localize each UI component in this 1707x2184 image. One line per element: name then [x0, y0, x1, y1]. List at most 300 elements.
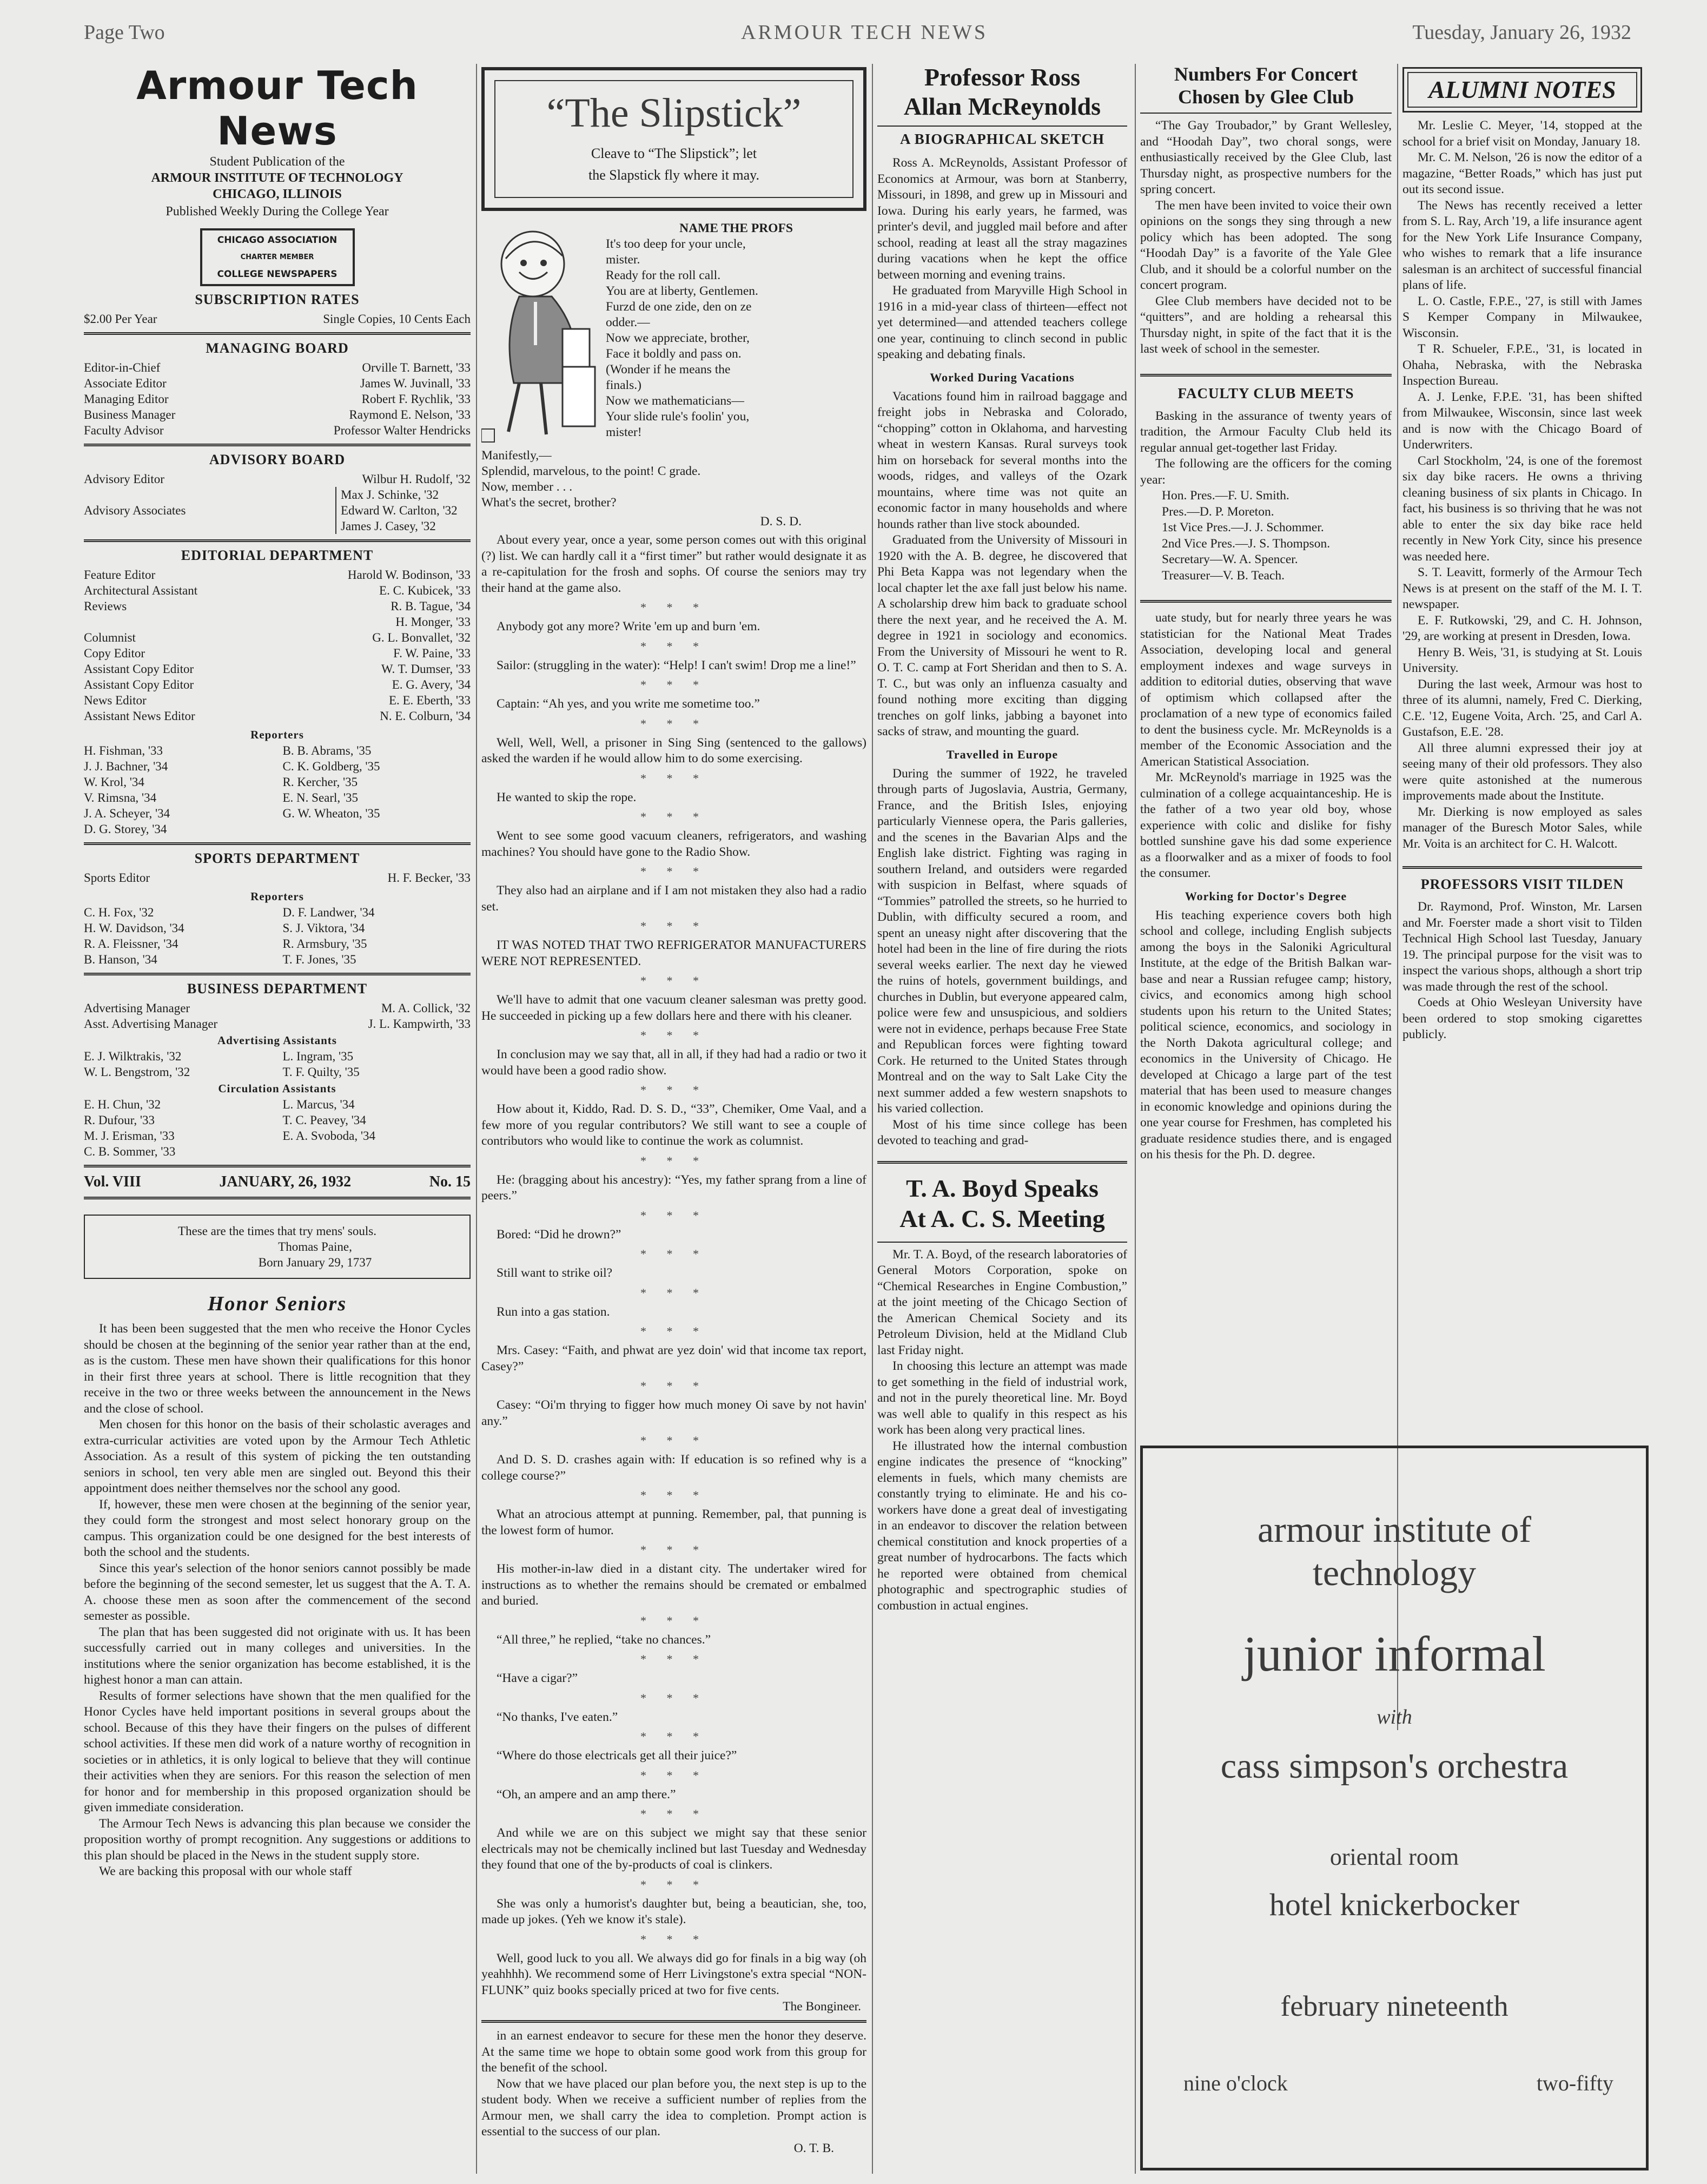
honor-paragraph: It has been been suggested that the men who receive the Honor Cycles should be chosen at the beginning of the senior year rather than at the end, as is the custom. These men have shown their qualifications for this honor in their first three years at school. There is little recognition that they receive in the two or three weeks between the announcement in the News and the close of school.: [84, 1322, 471, 1416]
spacer: [1402, 113, 1642, 118]
staff-role: Faculty Advisor: [84, 424, 164, 437]
ad-institute: armour institute of: [1257, 1509, 1532, 1550]
slipstick-item: About every year, once a year, some person comes out with this original (?) list. We can hardly call it a “first timer” but rather would designate it as a re-capitulation for the frosh and sophs. Of course the seniors may try their hand at the game also.: [481, 533, 866, 595]
boyd-article: [877, 1247, 1127, 1614]
staff-row: [84, 614, 471, 630]
slipstick-item: In conclusion may we say that, all in all, if they had had a radio or two it would have been a good radio show.: [481, 1047, 866, 1078]
staff-name: W. L. Bengstrom, '32: [84, 1065, 190, 1079]
separator-stars: * * *: [640, 771, 707, 785]
staff-role: Advisory Associates: [84, 504, 186, 517]
honor-paragraph: The Armour Tech News is advancing this plan because we consider the proposition worthy of prompt recognition. Any suggestions or additions to this plan should be placed in the News in the student supply store.: [84, 1816, 471, 1863]
column-rule: [476, 64, 477, 2174]
officer-line: 2nd Vice Pres.—J. S. Thompson.: [1162, 536, 1331, 551]
staff-name: Orville T. Barnett, '33: [362, 361, 471, 374]
staff-row: [84, 567, 471, 583]
poem-line: Your slide rule's foolin' you,: [606, 410, 750, 424]
divider: [877, 1242, 1127, 1243]
staff-name: M. J. Erisman, '33: [84, 1129, 175, 1143]
staff-row: [84, 645, 471, 661]
ad-hotel: hotel knickerbocker: [1269, 1887, 1520, 1922]
ad-with: with: [1377, 1706, 1412, 1728]
alumni-note: Carl Stockholm, '24, is one of the foremost six day bike racers. He owns a thriving cleaning business of six plants in Chicago. In fact, his business is so thriving that he was not able to enter the six day bike race held recently in New York City, since his presence was needed here.: [1402, 453, 1642, 564]
column-rule: [872, 64, 873, 2174]
slipstick-column: [481, 61, 866, 2170]
section-subhead: Working for Doctor's Degree: [1185, 889, 1347, 903]
poem-block: [481, 221, 866, 448]
separator-stars: * * *: [640, 1285, 707, 1299]
staff-role: Asst. Advertising Manager: [84, 1017, 218, 1031]
alumni-title: ALUMNI NOTES: [1407, 72, 1637, 108]
staff-name: D. G. Storey, '34: [84, 822, 167, 836]
staff-name: H. Monger, '33: [395, 615, 471, 629]
slipstick-item: Mrs. Casey: “Faith, and phwat are yez doin' wid that income tax report, Casey?”: [481, 1343, 866, 1374]
divider: [1140, 374, 1392, 377]
divider: [84, 973, 471, 975]
separator-stars: * * *: [640, 1652, 707, 1666]
staff-name: H. Fishman, '33: [84, 744, 163, 757]
staff-role: Associate Editor: [84, 377, 167, 390]
separator-stars: * * *: [640, 974, 707, 987]
alumni-note: A. J. Lenke, F.P.E. '31, has been shifted from Milwaukee, Wisconsin, since last week and is now with the Chicago Board of Underwriters.: [1402, 390, 1642, 452]
slipstick-inner: [494, 80, 854, 198]
poem-ending: [481, 448, 866, 511]
poem-line: Ready for the roll call.: [606, 268, 721, 282]
slipstick-item: “Where do those electricals get all their juice?”: [497, 1748, 737, 1763]
staff-name: W. T. Dumser, '33: [381, 662, 471, 676]
circulation-label: Circulation Assistants: [218, 1082, 336, 1095]
poem-line: mister!: [606, 425, 642, 439]
staff-name: D. F. Landwer, '34: [282, 906, 375, 919]
poem-signature: D. S. D.: [760, 514, 802, 529]
tilden-title: PROFESSORS VISIT TILDEN: [1420, 876, 1624, 892]
slipstick-item: He wanted to skip the rope.: [497, 790, 637, 804]
staff-name: Raymond E. Nelson, '33: [349, 408, 471, 421]
poem: [606, 221, 866, 448]
mcreynolds-paragraph: His teaching experience covers both high school and college, including English subjects among the boys in the Saloniki Agricultural Institute, at the edge of the British Balkan war-base and near a Russian refugee camp; history, civics, and economics among high school students upon his return to the United States; political science, economics, and sociology in the North Dakota agricultural college; and economics in the University of Chicago. He developed at Chicago a large part of the test material that has been used to measure changes in economic knowledge and opinions during the one year course for Freshmen, has completed his graduate residence studies there, and is engaged on his thesis for the Ph. D. degree.: [1140, 908, 1392, 1162]
staff-name: R. B. Tague, '34: [391, 599, 471, 613]
separator-stars: * * *: [640, 639, 707, 653]
alumni-note: Mr. Leslie C. Meyer, '14, stopped at the school for a brief visit on Monday, January 18.: [1402, 118, 1642, 149]
boyd-title: At A. C. S. Meeting: [899, 1204, 1105, 1232]
poem-line: Manifestly,—: [481, 448, 552, 463]
staff-name: [283, 821, 471, 837]
poem-line: Splendid, marvelous, to the point! C grade.: [481, 464, 701, 478]
staff-name: J. A. Scheyer, '34: [84, 807, 170, 820]
mcreynolds-column: [877, 61, 1127, 2170]
associate-name: James J. Casey, '32: [341, 519, 436, 533]
poem-line: Now we mathematicians—: [606, 394, 744, 408]
staff-row: [84, 708, 471, 724]
alumni-note: Mr. Dierking is now employed as sales manager of the Buresch Motor Sales, while Mr. Voita is an architect for C. H. Walcott.: [1402, 804, 1642, 851]
staff-name: E. H. Chun, '32: [84, 1098, 161, 1111]
reporters-list: [84, 743, 471, 837]
separator-stars: * * *: [640, 1807, 707, 1820]
alumni-note: T R. Schueler, F.P.E., '31, is located in Ohaha, Nebraska, with the Nebraska Inspection Bureau.: [1402, 342, 1642, 388]
faculty-title: FACULTY CLUB MEETS: [1177, 385, 1354, 401]
masthead-title: Armour Tech News: [136, 63, 418, 154]
poem-line: You are at liberty, Gentlemen.: [606, 284, 758, 298]
staff-role: News Editor: [84, 694, 147, 707]
poem-line: Furzd de one zide, den on ze: [606, 300, 752, 314]
staff-name: H. W. Davidson, '34: [84, 921, 184, 935]
separator-stars: * * *: [640, 1932, 707, 1946]
staff-name: R. A. Fleissner, '34: [84, 937, 178, 951]
officer-line: 1st Vice Pres.—J. J. Schommer.: [1162, 520, 1324, 535]
faculty-paragraph: Basking in the assurance of twenty years of tradition, the Armour Faculty Club held its regular annual get-together last Friday.: [1140, 408, 1392, 455]
ad-event: junior informal: [1243, 1626, 1546, 1681]
mcreynolds-subtitle: A BIOGRAPHICAL SKETCH: [899, 131, 1105, 147]
alumni-note: Henry B. Weis, '31, is studying at St. Louis University.: [1402, 645, 1642, 675]
staff-name: C. B. Sommer, '33: [84, 1145, 176, 1158]
single-copy-rate: Single Copies, 10 Cents Each: [323, 312, 471, 326]
slipstick-item: Bored: “Did he drown?”: [497, 1227, 621, 1242]
officers-list: [1140, 488, 1392, 584]
staff-role: Advertising Manager: [84, 1001, 190, 1015]
tilden-paragraph: Dr. Raymond, Prof. Winston, Mr. Larsen and Mr. Foerster made a short visit to Tilden Technical High School last Tuesday, January 19. The principal purpose for the visit was to inspect the various shops, although a short trip was made through the rest of the school.: [1402, 900, 1642, 994]
staff-role: Advisory Editor: [84, 472, 164, 486]
alumni-note: L. O. Castle, F.P.E., '27, is still with James S Kemper Company in Milwaukee, Wisconsin.: [1402, 294, 1642, 340]
advertising-assistants-list: [84, 1048, 471, 1080]
staff-name: B. Hanson, '34: [84, 953, 157, 966]
alumni-notes: [1402, 118, 1642, 852]
mcreynolds-paragraph: Graduated from the University of Missouri in 1920 with the A. B. degree, he discovered that Phi Beta Kappa was not legendary when the local chapter let the axe fall just below his name. A scholarship drew him back to graduate school there the next year, and he received the A. M. degree in 1921 in sociology and economics. From the University of Missouri he went to R. O. T. C. camp at Fort Sheridan and then to S. A. T. C., but was only an influenza casualty and found nothing more exciting than digging trenches on golf links, jabbing a bayonet into sacks of straw, and mounting the guard.: [877, 533, 1127, 738]
honor-paragraph: Men chosen for this honor on the basis of their scholastic averages and extra-curricular activities are voted upon by the Armour Tech Athletic Association. As a result of this system of picking the ten outstanding seniors in school, ten very able men are singled out. Beyond this their appointment does neither themselves nor the school any good.: [84, 1417, 471, 1495]
separator-stars: * * *: [640, 716, 707, 730]
page-number: Page Two: [84, 21, 165, 44]
alumni-column: [1402, 61, 1642, 1684]
slipstick-item: Well, good luck to you all. We always did go for finals in a big way (oh yeahhhh). We recommend some of Herr Livingstone's extra special “NON-FLUNK” quiz books specially priced at two for five cents.: [481, 1951, 866, 1997]
slipstick-item: And while we are on this subject we might say that these senior electricals may not be chemically inclined but last Tuesday and Wednesday they found that one of the by-products of coal is clinkers.: [481, 1826, 866, 1872]
staff-row: [84, 360, 471, 375]
staff-row: [84, 630, 471, 645]
separator-stars: * * *: [640, 1613, 707, 1627]
separator-stars: * * *: [640, 1083, 707, 1097]
editorial-signature: O. T. B.: [793, 2141, 834, 2155]
ad-price: two-fifty: [1536, 2071, 1613, 2095]
staff-role: Assistant Copy Editor: [84, 662, 194, 676]
honor-seniors-title: Honor Seniors: [207, 1292, 347, 1315]
mcreynolds-paragraph: He graduated from Maryville High School in 1916 in a mid-year class of thirteen—effect not yet determined—and attended teachers college one year, continuing to clinch second in public speaking and debating finals.: [877, 283, 1127, 361]
badge-line: CHARTER MEMBER: [240, 253, 314, 261]
staff-row: [84, 661, 471, 677]
boyd-title: T. A. Boyd Speaks: [906, 1174, 1099, 1202]
associate-name: Edward W. Carlton, '32: [341, 504, 458, 517]
separator-stars: * * *: [640, 1208, 707, 1222]
staff-name: Harold W. Bodinson, '33: [347, 568, 471, 582]
column-rule: [1135, 64, 1136, 2174]
separator-stars: * * *: [640, 1488, 707, 1502]
issue-date-line: JANUARY, 26, 1932: [219, 1173, 352, 1190]
poem-line: (Wonder if he means the: [606, 362, 731, 377]
separator-stars: * * *: [640, 1028, 707, 1042]
staff-name: C. H. Fox, '32: [84, 906, 154, 919]
staff-name: M. A. Collick, '32: [381, 1001, 471, 1015]
separator-stars: * * *: [640, 810, 707, 823]
glee-article: [1140, 118, 1392, 358]
boyd-paragraph: In choosing this lecture an attempt was made to get something in the field of industrial work, and not in the purely theoretical line. Mr. Boyd was well able to qualify in this respect as his work has been along very practical lines.: [877, 1359, 1127, 1437]
divider: [84, 1197, 471, 1199]
slipstick-item: Anybody got any more? Write 'em up and burn 'em.: [497, 619, 760, 634]
separator-stars: * * *: [640, 1153, 707, 1167]
staff-row: [84, 677, 471, 692]
separator-stars: * * *: [640, 1730, 707, 1743]
advisory-heading: ADVISORY BOARD: [209, 452, 346, 467]
staff-name: [283, 1144, 471, 1159]
mcreynolds-text: [877, 766, 1127, 1149]
separator-stars: * * *: [640, 1543, 707, 1556]
slipstick-item: IT WAS NOTED THAT TWO REFRIGERATOR MANUFACTURERS WERE NOT REPRESENTED.: [481, 938, 866, 968]
honor-seniors-article: [84, 1321, 471, 1880]
mcreynolds-paragraph: Mr. McReynold's marriage in 1925 was the culmination of a college acquaintanceship. He is the father of a two year old boy, whose experience with colic and dislike for fishy bottled sunshine gave his dad some experience as a floorwalker and as a mixer of foods to fool the consumer.: [1140, 770, 1392, 880]
slipstick-title: “The Slipstick”: [546, 90, 802, 136]
yearly-rate: $2.00 Per Year: [84, 312, 157, 326]
poem-line: odder.—: [606, 315, 650, 329]
staff-name: H. F. Becker, '33: [387, 871, 471, 885]
slipstick-item: “No thanks, I've eaten.”: [497, 1710, 618, 1724]
officer-line: Treasurer—V. B. Teach.: [1162, 568, 1285, 583]
reporters-label: Reporters: [250, 728, 304, 741]
slipstick-item: Run into a gas station.: [497, 1304, 610, 1319]
staff-row: [84, 423, 471, 438]
advertising-assistants-label: Advertising Assistants: [217, 1034, 337, 1047]
honor-paragraph: We are backing this proposal with our whole staff: [99, 1864, 352, 1878]
ad-room: oriental room: [1329, 1844, 1459, 1870]
staff-name: T. C. Peavey, '34: [282, 1113, 366, 1127]
mcreynolds-text: [877, 389, 1127, 740]
boyd-paragraph: He illustrated how the internal combustion engine indicates the presence of “knocking” elements in fuels, which many chemists are constantly trying to eliminate. He and his co-workers have done a great deal of investigating in an endeavor to discover the relation between chemical constitution and knock properties of a great number of hydrocarbons. The facts which he reported were obtained from chemical photographic and spectrographic studies of combustion in actual engines.: [877, 1439, 1127, 1613]
staff-name: Professor Walter Hendricks: [333, 424, 471, 437]
professor-caricature: [481, 221, 606, 448]
association-badge: [200, 228, 355, 286]
slipstick-item: “Have a cigar?”: [497, 1671, 578, 1685]
running-header: [84, 21, 1631, 58]
staff-role: Feature Editor: [84, 568, 156, 582]
staff-name: E. E. Eberth, '33: [388, 694, 471, 707]
sports-reporters-list: [84, 905, 471, 967]
honor-paragraph: Since this year's selection of the honor seniors cannot possibly be made before the beginning of the second semester, let us suggest that the A. T. A. A. choose these men as soon after the commencement of the second semester as possible.: [84, 1561, 471, 1623]
slipstick-item: Went to see some good vacuum cleaners, refrigerators, and washing machines? You should have gone to the Radio Show.: [481, 829, 866, 859]
poem-title: NAME THE PROFS: [679, 221, 793, 235]
staff-role: Editor-in-Chief: [84, 361, 161, 374]
honor-paragraph: Results of former selections have shown that the men qualified for the Honor Cycles have held important positions in several groups about the school. Because of this they have their fingers on the pulses of different school activities. If these men did work of a nature worthy of recognition in societies or in athletics, it is only logical to believe that they will continue their activities when they are seniors. For this reason the selection of men for honor and for membership in this proposed organization should be given immediate consideration.: [84, 1688, 471, 1814]
associates-names: [335, 487, 471, 534]
quote-text: These are the times that try mens' souls.: [178, 1224, 376, 1238]
mcreynolds-text: [877, 155, 1127, 363]
divider: [1140, 600, 1392, 603]
staff-name: L. Marcus, '34: [282, 1098, 355, 1111]
staff-name: F. W. Paine, '33: [393, 646, 471, 660]
slipstick-item: He: (bragging about his ancestry): “Yes, my father sprang from a line of peers.”: [481, 1172, 866, 1203]
separator-stars: * * *: [640, 1768, 707, 1782]
poem-line: What's the secret, brother?: [481, 496, 617, 510]
junior-informal-ad: [1140, 1446, 1649, 2170]
volume: Vol. VIII: [84, 1173, 141, 1190]
boyd-paragraph: Mr. T. A. Boyd, of the research laboratories of General Motors Corporation, spoke on “Chemical Researches in Engine Combustion,” at the joint meeting of the Chicago Section of the American Chemical Society and its Petroleum Division, held at the Midland Club last Friday night.: [877, 1247, 1127, 1357]
staff-row: [84, 391, 471, 407]
ad-institute: technology: [1312, 1552, 1477, 1593]
staff-name: B. B. Abrams, '35: [282, 744, 372, 757]
paper-name: ARMOUR TECH NEWS: [741, 21, 988, 44]
divider: [84, 842, 471, 845]
issue-number: No. 15: [429, 1173, 471, 1190]
quote-author: Thomas Paine,: [278, 1240, 352, 1253]
slipstick-header-box: [481, 67, 866, 211]
staff-row: [84, 1016, 471, 1032]
section-subhead: Worked During Vacations: [930, 370, 1075, 384]
quote-date: Born January 29, 1737: [258, 1256, 372, 1269]
poem-line: Face it boldly and pass on.: [606, 347, 742, 361]
staff-name: L. Ingram, '35: [282, 1050, 354, 1063]
staff-name: T. F. Jones, '35: [282, 953, 356, 966]
staff-row: [84, 692, 471, 708]
slipstick-item: Well, Well, Well, a prisoner in Sing Sing (sentenced to the gallows) asked the warden if he would allow him to do some exercising.: [481, 735, 866, 766]
staff-row: [84, 471, 471, 487]
reporters-label: Reporters: [250, 890, 304, 903]
tilden-article: [1402, 899, 1642, 1043]
editorial-heading: EDITORIAL DEPARTMENT: [181, 547, 374, 563]
honor-continuation: [481, 2028, 866, 2140]
advisory-associates: [84, 487, 471, 534]
staff-name: James W. Juvinall, '33: [360, 377, 471, 390]
staff-row: [84, 407, 471, 423]
staff-name: R. Kercher, '35: [282, 775, 358, 789]
slipstick-item: Casey: “Oi'm thrying to figger how much money Oi save by not havin' any.”: [481, 1398, 866, 1428]
officer-line: Secretary—W. A. Spencer.: [1162, 552, 1298, 566]
staff-name: E. C. Kubicek, '33: [379, 584, 471, 597]
editorial-list: [84, 567, 471, 724]
slipstick-motto: Cleave to “The Slipstick”; let: [591, 146, 757, 161]
staff-role: Columnist: [84, 631, 136, 644]
staff-name: V. Rimsna, '34: [84, 791, 157, 804]
subscription-rates: [84, 311, 471, 327]
glee-paragraph: Glee Club members have decided not to be “quitters”, and are holding a rehearsal this Thursday night, in spite of the fact that it is the last week of school in the semester.: [1140, 294, 1392, 356]
volume-line: [84, 1173, 471, 1191]
staff-name: Robert F. Rychlik, '33: [361, 392, 471, 406]
business-list: [84, 1000, 471, 1032]
slipstick-item: Still want to strike oil?: [497, 1266, 613, 1280]
staff-name: C. K. Goldberg, '35: [282, 760, 380, 773]
circulation-list: [84, 1097, 471, 1159]
slipstick-item: And D. S. D. crashes again with: If education is so refined why is a college course?”: [481, 1453, 866, 1483]
mcreynolds-paragraph: uate study, but for nearly three years he was statistician for the National Meat Trades Association, developing local and general employment indexes and wage surveys in addition to editorial duties, observing that wave of optimism which collapsed after the proclamation of a new type of economics failed to dent the business cycle. Mr. McReynolds is a member of the Economic Association and the American Statistical Association.: [1140, 611, 1392, 769]
sports-heading: SPORTS DEPARTMENT: [194, 850, 360, 866]
staff-row: [84, 1000, 471, 1016]
mcreynolds-paragraph: Ross A. McReynolds, Assistant Professor of Economics at Armour, was born at Stanberry, Missouri, in 1898, and grew up in Missouri and Iowa. During his early years, he farmed, was printer's devil, and juggled mail before and after school, reading at least all the stray magazines during vacations when he kept the office between morning and evening trains.: [877, 156, 1127, 282]
slipstick-items: [481, 532, 866, 1998]
slipstick-item: His mother-in-law died in a distant city. The undertaker wired for instructions as to whether the remains should be cremated or embalmed and buried.: [481, 1562, 866, 1608]
staff-name: E. J. Wilktrakis, '32: [84, 1050, 182, 1063]
staff-name: R. Dufour, '33: [84, 1113, 155, 1127]
ad-time: nine o'clock: [1183, 2071, 1288, 2095]
separator-stars: * * *: [640, 1434, 707, 1447]
issue-date: Tuesday, January 26, 1932: [1412, 21, 1631, 44]
separator-stars: * * *: [640, 865, 707, 878]
mcreynolds-title: Professor Ross: [924, 63, 1081, 91]
masthead-line: CHICAGO, ILLINOIS: [213, 187, 342, 201]
managing-heading: MANAGING BOARD: [206, 340, 349, 356]
mcreynolds-continued: [1140, 610, 1392, 882]
slipstick-item: They also had an airplane and if I am not mistaken they also had a radio set.: [481, 883, 866, 914]
separator-stars: * * *: [640, 1877, 707, 1891]
mcreynolds-paragraph: Most of his time since college has been devoted to teaching and grad-: [877, 1117, 1127, 1147]
staff-row: [84, 583, 471, 598]
staff-role: Assistant Copy Editor: [84, 678, 194, 691]
alumni-note: All three alumni expressed their joy at seeing many of their old professors. They also were quite astonished at the numerous improvements made about the Institute.: [1402, 741, 1642, 803]
glee-paragraph: The men have been invited to voice their own opinions on the songs they sing through a new policy which has been adopted. The song “Hoodah Day” is a favorite of the Yale Glee Club, and it should be a colorful number on the concert program.: [1140, 198, 1392, 292]
staff-row: [84, 598, 471, 614]
separator-stars: * * *: [640, 919, 707, 933]
continuation-paragraph: in an earnest endeavor to secure for these men the honor they deserve. At the same time we hope to obtain some good work from this group for the benefit of the school.: [481, 2029, 866, 2075]
glee-paragraph: “The Gay Troubador,” by Grant Wellesley, and “Hoodah Day”, two choral songs, were enthusiastically received by the Glee Club, last Thursday night, as prospective numbers for the spring concert.: [1140, 118, 1392, 196]
staff-role: Assistant News Editor: [84, 709, 195, 723]
divider: [877, 1161, 1127, 1164]
staff-row: [84, 870, 471, 886]
poem-line: finals.): [606, 378, 641, 392]
divider: [481, 2020, 866, 2023]
masthead-line: Published Weekly During the College Year: [166, 204, 389, 219]
alumni-note: The News has recently received a letter from S. L. Ray, Arch '19, a life insurance agent for the New York Life Insurance Company, who wishes to remark that a life insurance salesman is an architect of successful financial plans of life.: [1402, 198, 1642, 292]
staff-role: Sports Editor: [84, 871, 150, 885]
slipstick-item: “All three,” he replied, “take no chances.”: [497, 1632, 711, 1647]
honor-paragraph: If, however, these men were chosen at the beginning of the senior year, they could form the strongest and most select honorary group on the campus. This organization could be one designed for the best interests of both the school and the students.: [84, 1497, 471, 1559]
honor-paragraph: The plan that has been suggested did not originate with us. It has been successfully carried out in many colleges and universities. In the institutions where the senior organization has become established, it is the highest honor a man can attain.: [84, 1625, 471, 1687]
staff-role: Architectural Assistant: [84, 584, 198, 597]
divider: [84, 444, 471, 446]
staff-name: T. F. Quilty, '35: [282, 1065, 360, 1079]
separator-stars: * * *: [640, 1691, 707, 1705]
faculty-paragraph: The following are the officers for the coming year:: [1140, 457, 1392, 487]
slipstick-item: What an atrocious attempt at punning. Remember, pal, that punning is the lowest form of humor.: [481, 1507, 866, 1538]
alumni-note: E. F. Rutkowski, '29, and C. H. Johnson, '29, are working at present in Dresden, Iowa.: [1402, 613, 1642, 643]
masthead-line: Student Publication of the: [209, 155, 345, 169]
faculty-article: [1140, 408, 1392, 489]
staff-name: W. Krol, '34: [84, 775, 144, 789]
slipstick-item: Sailor: (struggling in the water): “Help! I can't swim! Drop me a line!”: [497, 658, 856, 672]
masthead-line: ARMOUR INSTITUTE OF TECHNOLOGY: [151, 171, 403, 185]
glee-title: Numbers For Concert: [1174, 63, 1358, 85]
slipstick-item: Captain: “Ah yes, and you write me sometime too.”: [497, 697, 760, 711]
staff-name: R. Armsbury, '35: [282, 937, 367, 951]
masthead-column: [84, 61, 471, 2170]
staff-name: J. J. Bachner, '34: [84, 760, 168, 773]
alumni-title-box: [1402, 67, 1642, 113]
divider: [1140, 113, 1392, 114]
mcreynolds-paragraph: During the summer of 1922, he traveled through parts of Jugoslavia, Austria, Germany, France, and the British Isles, enjoying particularly Viennese opera, the Paris galleries, and the scenes in the Bavarian Alps and the English lake district. Fighting was raging in southern Ireland, and outsiders were regarded with suspicion in Belfast, where squads of “Tommies” patrolled the streets, so he hurried to Dublin, with difficulty secured a room, and spent an uneasy night after discovering that the hotel had been in the line of fire during the riots several weeks earlier. The next day he viewed the ruins of hotels, government buildings, and churches in Dublin, but everyone appeared calm, police were few and unsuspicious, and soldiers were not in evidence, perhaps because Free State and Republican forces were fighting toward Cork. He returned to the United States through Montreal and on the way to Salt Lake City the next summer added a few western snapshots to his varied collection.: [877, 766, 1127, 1116]
separator-stars: * * *: [640, 1379, 707, 1393]
glee-title: Chosen by Glee Club: [1177, 86, 1354, 108]
staff-name: N. E. Colburn, '34: [380, 709, 471, 723]
divider: [84, 539, 471, 542]
slipstick-item: “Oh, an ampere and an amp there.”: [497, 1787, 676, 1802]
separator-stars: * * *: [640, 1247, 707, 1261]
badge-line: COLLEGE NEWSPAPERS: [217, 269, 338, 280]
poem-line: Now, member . . .: [481, 480, 573, 494]
slipstick-motto: the Slapstick fly where it may.: [588, 167, 759, 183]
tilden-paragraph: Coeds at Ohio Wesleyan University have been ordered to stop smoking cigarettes publicly.: [1402, 995, 1642, 1041]
poem-line: It's too deep for your uncle,: [606, 237, 746, 251]
managing-board-list: [84, 360, 471, 438]
slipstick-item: She was only a humorist's daughter but, being a beautician, she, too, made up jokes. (Yeh we know it's stale).: [481, 1896, 866, 1926]
poem-line: Now we appreciate, brother,: [606, 331, 750, 345]
staff-name: E. N. Searl, '35: [282, 791, 359, 804]
quote-box: [84, 1215, 471, 1279]
slipstick-item: We'll have to admit that one vacuum cleaner salesman was pretty good. He succeeded in picking up a few dollars here and there with his cleaner.: [481, 993, 866, 1023]
mcreynolds-title: Allan McReynolds: [903, 93, 1101, 120]
staff-role: Copy Editor: [84, 646, 145, 660]
divider: [84, 332, 471, 335]
alumni-note: During the last week, Armour was host to three of its alumni, namely, Fred C. Dierking, C.E. '12, Eugene Voita, Arch. '25, and Carl A. Gustafson, E.E. '28.: [1402, 677, 1642, 739]
staff-role: Managing Editor: [84, 392, 169, 406]
